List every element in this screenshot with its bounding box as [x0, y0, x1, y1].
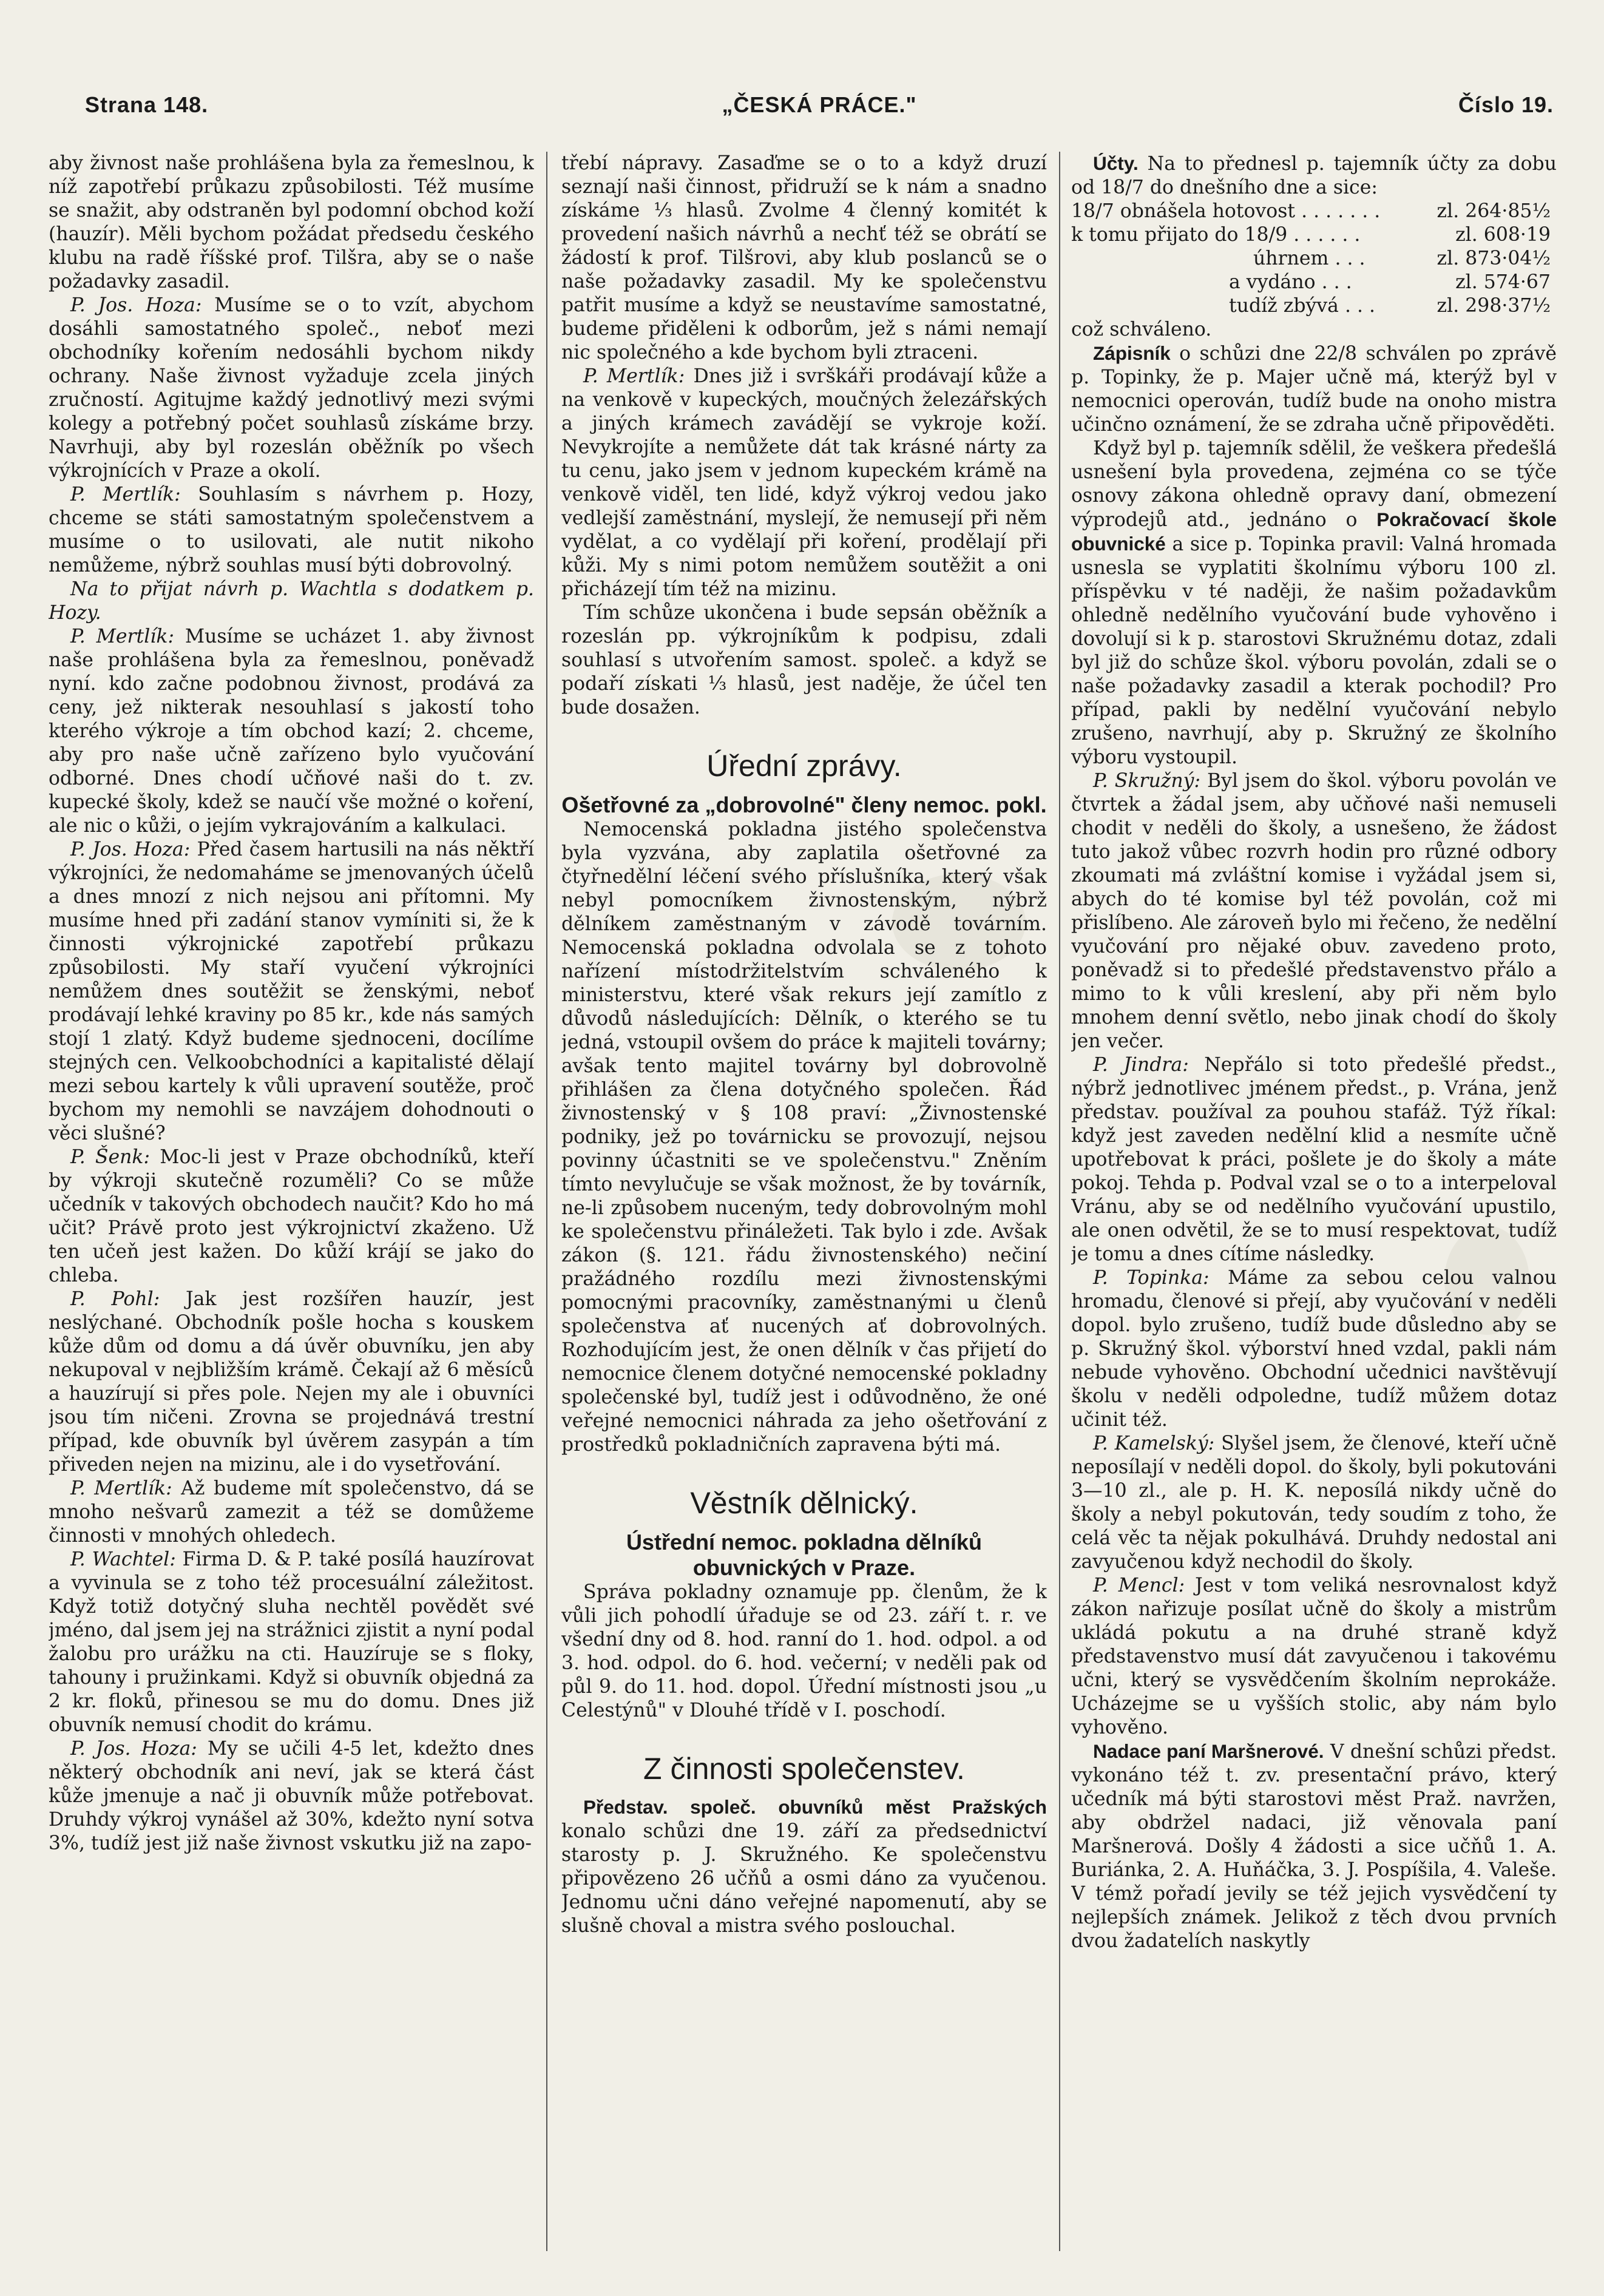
account-amount: zl. 298·37½ [1436, 295, 1551, 317]
paragraph: Nemocenská pokladna jistého společenstva byla vyzvána, aby zaplatila ošetřovné za čtyřnedělní léčení svého příslušníka, který však nebyl pomocníkem živnostenským, nýbrž dělníkem zaměstnaným v závodě továrním. Nemocenská pokladna odvolala se z tohoto nařízení místodržitelstvím schváleného k ministerstvu, které však rekurs její zamítlo z důvodů následujících: Dělník, o kterého se tu jedná, vstoupil ovšem do práce k majiteli továrny; avšak tento majitel továrny byl dobrovolně přihlášen za člena dotyčného společen. Řád živnostenský v § 108 praví: „Živnostenské podniky, jež po továrnicku se provozují, nejsou povinny účastniti se ve společenstvu." Zněním tímto nevylučuje se však možnost, že by továrník, ne-li způsobem nuceným, tedy dobrovolným mohl ke společenstvu přináležeti. Tak bylo i zde. Avšak zákon (§. 121. řádu živnostenského) nečiní pražádného rozdílu mezi živnostenskými pomocnými pracovníky, zaměstnanými u členů společenstva ať nucených ať dobrovolných. Rozhodujícím jest, že onen dělník v čas přijetí do nemocnice členem dotyčné nemocenské pokladny společenské byl, tudíž jest i odůvodněno, že oné veřejné nemocnici náhrada za jeho ošetřování z prostředků pokladničních zapravena býti má. [561, 819, 1047, 1456]
speech: My se učili 4-5 let, kdežto dnes některý obchodník ani neví, jak se která část kůže jmenuje a nač ji obuvník může potřebovat. Druhdy výkroj vynášel až 30%, kdežto nyní sotva 3%, tudíž jest již naše živnost vskutku již na zapo- [49, 1738, 534, 1854]
speaker: P. Mertlík: [583, 365, 685, 387]
paragraph [1071, 1574, 1557, 1740]
text: konalo schůzi dne 19. září za předsednictví starosty p. J. Skružného. Ke společenstvu připovězeno 26 učňů a osmi dáno za vyučenou. Jednomu učni dáno veřejné napomenutí, aby se slušně choval a mistra svého poslouchal. [561, 1820, 1047, 1937]
speech: Souhlasím s návrhem p. Hozy, chceme se státi samostatným společenstvem a musíme o to usilovati, ale nutit nikoho nemůžeme, nýbrž souhlas musí býti dobrovolný. [49, 484, 534, 576]
paragraph: aby živnost naše prohlášena byla za řemeslnou, k níž zapotřebí průkazu způsobilosti. Též musíme se snažit, aby odstraněn byl podomní obchod koží (hauzír). Měli bychom požádat předsedu českého klubu na radě říšské prof. Tilšra, aby se o naše požadavky zasadil. [49, 152, 534, 292]
paragraph [1071, 1266, 1557, 1432]
paragraph [1071, 1053, 1557, 1266]
speech: Jak jest rozšířen hauzír, jest neslýchané. Obchodník pošle hocha s kouskem kůže dům od domu a dá úvěr obuvníku, jen aby nekupoval v nejbližším krámě. Čekají až 6 měsíců a hauzírují si přes pole. Nejen my ale i obuvníci jsou tím ničeni. Zrovna se projednává trestní případ, kde obuvník byl úvěrem zasypán a tím přiveden nejen na mizinu, ale i do vysetřování. [49, 1288, 534, 1476]
speaker: P. Pohl: [70, 1288, 160, 1310]
issue-number: Číslo 19. [1458, 92, 1554, 117]
account-row [1071, 271, 1557, 294]
speaker: P. Mertlík: [70, 1477, 172, 1499]
paragraph [49, 1548, 534, 1737]
section-heading-workers: Věstník dělnický. [690, 1486, 918, 1520]
paragraph [1071, 152, 1557, 200]
lead-in: Zápisník [1093, 342, 1171, 364]
speaker: P. Wachtel: [70, 1548, 176, 1570]
paragraph [49, 838, 534, 1146]
paragraph [1071, 1432, 1557, 1574]
speech: Byl jsem do škol. výboru povolán ve čtvrtek a žádal jsem, aby učňové naši nemuseli chodit v neděli do školy, a usnešeno, že žádost tuto jakož vůbec rozvrh hodin pro různé odbory zkoumati má zvláštní komise i vyžádal jsem si, abych do té komise byl též povolán, což mi přislíbeno. Ale zároveň bylo mi řečeno, že nedělní vyučování pro nějaké obuv. zavedeno proto, poněvadž si to předešlé představenstvo přálo a mimo to k vůli kreslení, aby při něm bylo mnohem denní světlo, nebo jinak chodí do školy jen večer. [1071, 770, 1557, 1052]
account-row [1071, 200, 1557, 223]
paragraph: Správa pokladny oznamuje pp. členům, že k vůli jich pohodlí úřaduje se od 23. září t. r. ve všední dny od 8. hod. ranní do 1. hod. odpol. a od 3. hod. odpol. do 6. hod. večerní; v neděli pak od půl 9. do 11. hod. dopol. Úřední místnosti jsou „u Celestýnů" v Dlouhé třídě v I. poschodí. [561, 1581, 1047, 1721]
lead-in: Nadace paní Maršnerové. [1093, 1740, 1324, 1762]
speech: Slyšel jsem, že členové, kteří učně neposílají v neděli dopol. do školy, byli pokutováni 3—10 zl., ale p. H. K. neposílá nikdy učně do školy a nebyl pokutován, tedy soudím z toho, že celá věc ta nějak pokulhává. Druhdy nedostal ani zavyučenou když nechodil do školy. [1071, 1433, 1557, 1573]
speaker: P. Topinka: [1093, 1267, 1210, 1289]
paragraph [49, 294, 534, 483]
paragraph: což schváleno. [1071, 319, 1212, 340]
paragraph [49, 1146, 534, 1288]
speaker: P. Šenk: [70, 1146, 151, 1168]
account-amount: zl. 264·85½ [1436, 200, 1551, 222]
speaker: P. Mencl: [1093, 1575, 1185, 1596]
speech: Firma D. & P. také posílá hauzírovat a vyvinula se z toho též procesuální záležitost. Když totiž dotyčný sluha nechtěl povědět své jméno, dal jsem jej na strážnici zjistit a nyní podal žalobu pro urážku na cti. Hauzíruje se s floky, tahouny i pružinkami. Když si obuvník objedná za 2 kr. floků, přinesou se mu do domu. Dnes již obuvník nemusí chodit do krámu. [49, 1548, 534, 1736]
column-divider [546, 152, 547, 2251]
speech: Týž říkal: když jest zaveden nedělní klid a nesmíte učně upotřebovat k práci, pošlete je do školy a máte pokoj. Tehda p. Podval vzal se o to a interpeloval Vránu, aby se od nedělního vyučování upustilo, ale onen odvětil, že se to musí respektovat, tudíž je tomu a dnes cítíme následky. [1071, 1101, 1557, 1265]
account-label: úhrnem . . . [1253, 248, 1365, 269]
paragraph [1071, 342, 1557, 437]
lead-in: Pokračovací škole obuvnické [1071, 508, 1557, 555]
newspaper-title: „ČESKÁ PRÁCE." [722, 92, 917, 117]
speech: Až budeme mít společenstvo, dá se mnoho nešvarů zamezit a též se domůžeme činnosti v mnohých ohledech. [49, 1477, 534, 1547]
account-amount: zl. 574·67 [1455, 271, 1551, 293]
speech: Jest v tom veliká nesrovnalost když zákon nařizuje posílat učně do školy a mistrům ukládá pokutu a na druhé straně když představenstvo musí dát zavyučenou i takovému učni, který se vysvědčením školním neprokáže. Ucházejme se u vyšších stolic, aby nám bylo vyhověno. [1071, 1575, 1557, 1738]
account-row [1071, 223, 1557, 247]
speech: Nepřálo si toto předešlé předst., nýbrž jednotlivec jménem předst., p. Vrána, jenž představ. používal za pouhou stafáž. [1071, 1054, 1557, 1123]
text: o schůzi dne 22/8 schválen po zprávě p. Topinky, že p. Majer učně má, kterýž byl v nemocnici operován, tudíž bude na onoho mistra učinčno oznámení, že se zdraha učně připověděti. [1071, 343, 1557, 436]
account-label: 18/7 obnášela hotovost . . . . . . . [1071, 200, 1381, 222]
speaker: P. Jos. Hoza: [70, 1738, 197, 1760]
account-amount: zl. 873·04½ [1436, 248, 1551, 269]
text: V dnešní schůzi předst. vykonáno též t. zv. presentační právo, který učedník má býti starostovi měst Praž. navržen, aby obdržel nadaci, již věnovala paní Maršnerová. Došly 4 žádosti a sice učňů 1. A. Buriánka, 2. A. Huňáčka, 3. J. Pospíšila, 4. Valeše. V témž pořadí jevily se též jejich vysvědčení ty nejlepších známek. Jelikož z těch dvou prvních dvou žadatelích naskytly [1071, 1741, 1557, 1952]
article-heading: Ústřední nemoc. pokladna dělníků obuvnických v Praze. [626, 1530, 983, 1580]
paragraph: třebí nápravy. Zasaďme se o to a když druzí seznají naši činnost, přidruží se k nám a snadno získáme ⅓ hlasů. Zvolme 4 členný komitét k provedení našich návrhů a nechť též se obrátí se žádostí k prof. Tilšrovi, aby klub poslanců se o naše požadavky zasadil. My ke společenstvu patřit musíme a když se neustavíme samostatné, budeme přiděleni k odborům, jež s námi nemají nic společného a kde bychom byli ztraceni. [561, 152, 1047, 363]
paragraph [1071, 1740, 1557, 1953]
paragraph [49, 625, 534, 838]
section-heading-societies: Z činnosti společenstev. [643, 1752, 965, 1786]
paragraph [561, 1795, 1047, 1938]
paragraph [561, 365, 1047, 601]
lead-in: Představ. společ. obuvníků měst Pražských [583, 1796, 1047, 1818]
account-row [1071, 247, 1557, 271]
text: Když byl p. tajemník sdělil, že veškera předešlá usnešení byla provedena, zejména co se týče osnovy zákona ohledně opravy daní, obmezení výprodejů atd., jednáno o [1071, 437, 1557, 531]
text: a sice p. Topinka pravil: Valná hromada usnesla se vyplatiti školnímu výboru 100 zl. příspěvku v té naději, že našim požadavkům ohledně nedělního vyučování bude vyhověno i dovolují si k p. starostovi Skružnému dotaz, zdali byl již do schůze škol. výboru povolán, zdali se o naše požadavky zasadil a kterak pochodil? Pro případ, pakli by nedělní vyučování nebylo zrušeno, navrhují, aby p. Skružný ze školního výboru vystoupil. [1071, 533, 1557, 768]
column-1 [49, 152, 534, 2263]
section-heading-official: Úřední zprávy. [706, 749, 902, 783]
speaker: P. Jindra: [1093, 1054, 1189, 1076]
speaker: P. Jos. Hoza: [70, 839, 191, 860]
column-2 [561, 152, 1047, 2263]
paragraph: Tím schůze ukončena i bude sepsán oběžník a rozeslán pp. výkrojníkům k podpisu, zdali souhlasí s utvořením samost. společ. a když se podaří získati ⅓ hlasů, jest naděje, že účel ten bude dosažen. [561, 602, 1047, 718]
paragraph [49, 483, 534, 578]
page-number: Strana 148. [85, 92, 209, 117]
page-header [85, 92, 1554, 129]
speech: Musíme se ucházet 1. aby živnost naše prohlášena byla za řemeslnou, poněvadž nyní. kdo začne podobnou živnost, prodává za ceny, jež nikterak nesouhlasí s jakostí toho kterého výkroje a tím obchod kazí; 2. chceme, aby pro naše učně zařízeno bylo vyučování odborné. Dnes chodí učňové naši do t. zv. kupecké školy, kdež se naučí vše možné o koření, ale nic o kůži, o jejím vykrajováním a kalkulaci. [49, 626, 534, 837]
speaker: P. Jos. Hoza: [70, 294, 202, 316]
article-heading: Ošetřovné za „dobrovolné" členy nemoc. pokl. [561, 792, 1047, 817]
speech: Před časem hartusili na nás něktří výkrojníci, že nedomaháme se jmenovaných účelů a dnes mnozí z nich nejsou ani přítomni. My musíme hned při zadání stanov vymíniti si, že k činnosti výkrojnické zapotřebí průkazu způsobilosti. My staří vyučení výkrojníci nemůžem dnes soutěžit se ženskými, neboť prodávají lehké kraviny po 85 kr., kde nás samých stojí 1 zlatý. Když budeme sjednoceni, docílíme stejných cen. Velkoobchodníci a kapitalisté dělají mezi sebou kartely k vůli upravení soutěže, proč bychom my nemohli se navzájem dohodnouti o věci slušné? [49, 839, 534, 1144]
paragraph [49, 1288, 534, 1477]
paragraph [1071, 769, 1557, 1053]
speech: Dnes již i svrškáři prodávají kůže a na venkově v kupeckých, moučných železářských a jiných krámech zavádějí se vykroje koží. Nevykrojíte a nemůžete dát tak krásné nárty za tu cenu, jako jsem v jednom kupeckém krámě na venkově viděl, ten lidé, když výkroj vedou jako vedlejší zaměstnání, myslejí, že nemusejí při něm vydělat, a co vydělají při koření, prodělají při kůži. My s nimi potom nemůžem soutěžit a oni přicházejí tím též na mizinu. [561, 365, 1047, 600]
paragraph [49, 1477, 534, 1548]
paragraph [1071, 437, 1557, 769]
speech: Moc-li jest v Praze obchodníků, kteří by výkroji skutečně rozuměli? Co se může učedník v takových obchodech naučit? Kdo ho má učit? Právě proto jest výkrojnictví zkaženo. Už ten učeň jest kažen. Do kůží krájí se jako do chleba. [49, 1146, 534, 1286]
paragraph [49, 1737, 534, 1855]
account-row [1071, 294, 1557, 318]
lead-in: Účty. [1093, 152, 1139, 174]
speaker: P. Mertlík: [70, 626, 175, 647]
account-label: a vydáno . . . [1229, 271, 1352, 293]
text: Na to přednesl p. tajemník účty za dobu od 18/7 do dnešního dne a sice: [1071, 153, 1557, 198]
speech: Musíme se o to vzít, abychom dosáhli samostatného společ., neboť mezi obchodníky kořením nedosáhli bychom nikdy ochrany. Naše živnost vyžaduje zcela jiných zručností. Agitujme každý jednotlivý mezi svými kolegy a potřebný počet souhlasů získáme brzy. Navrhuji, aby byl rozeslán oběžník po všech výkrojnících v Praze a okolí. [49, 294, 534, 482]
speaker: P. Kamelský: [1093, 1433, 1215, 1454]
speaker: P. Skružný: [1093, 770, 1201, 792]
motion-text: Na to přijat návrh p. Wachtla s dodatkem p. Hozy. [49, 578, 534, 624]
speaker: P. Mertlík: [70, 484, 181, 505]
account-amount: zl. 608·19 [1455, 224, 1551, 246]
account-label: tudíž zbývá . . . [1229, 295, 1376, 317]
speech: Máme za sebou celou valnou hromadu, členové si přejí, aby vyučování v neděli dopol. bylo zrušeno, tudíž bude důsledno aby se p. Skružný škol. výborství hned vzdal, pakli nám nebude vyhověno. Obchodní učednici navštěvují školu v neděli odpoledne, tudíž můžem dotaz učinit též. [1071, 1267, 1557, 1431]
account-label: k tomu přijato do 18/9 . . . . . . [1071, 224, 1361, 246]
column-3 [1071, 152, 1557, 2263]
column-divider [1059, 152, 1060, 2251]
